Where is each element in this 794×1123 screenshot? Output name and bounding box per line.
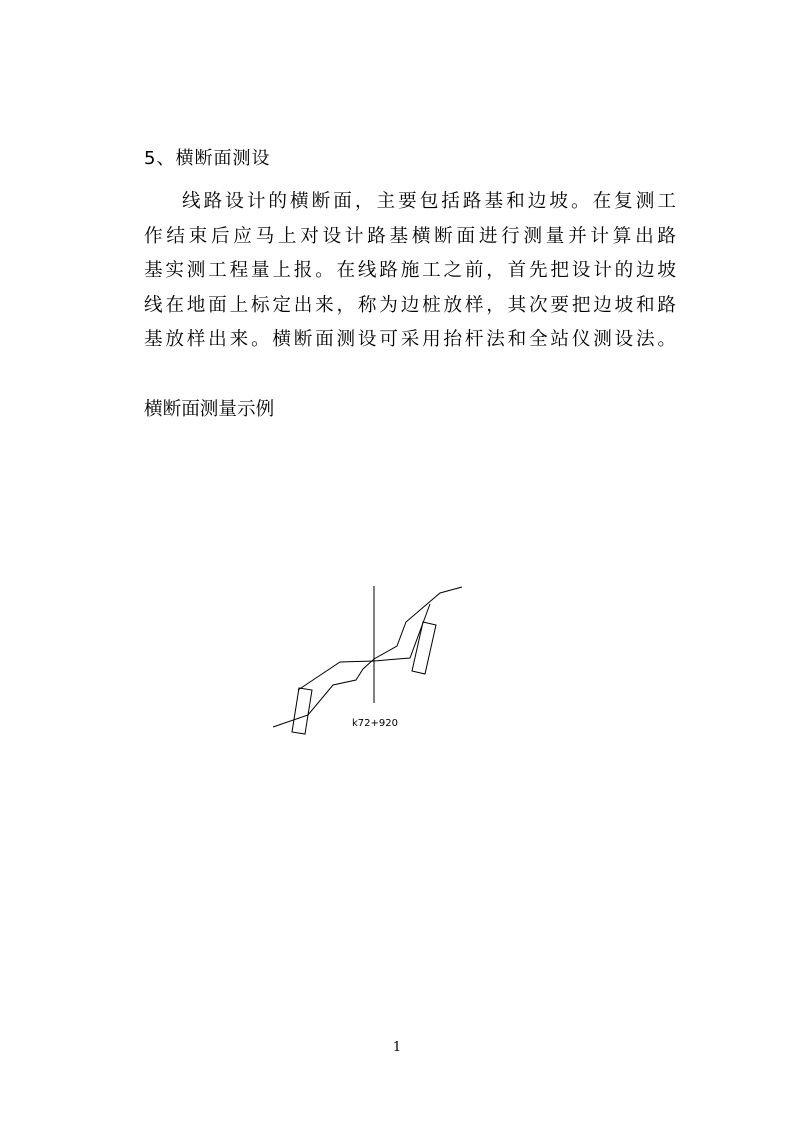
paragraph-line: 线路设计的横断面，主要包括路基和边坡。在复测工: [182, 191, 676, 212]
body-paragraph: [144, 185, 676, 358]
paragraph-line: 基实测工程量上报。在线路施工之前，首先把设计的边坡: [144, 260, 676, 281]
paragraph-line: 作结束后应马上对设计路基横断面进行测量并计算出路: [144, 225, 676, 247]
section-heading: 5、横断面测设: [144, 148, 271, 169]
ground-line: [273, 587, 462, 727]
paragraph-line: 线在地面上标定出来，称为边桩放样，其次要把边坡和路: [144, 294, 676, 316]
station-label: k72+920: [352, 718, 398, 729]
design-profile: [298, 604, 430, 690]
cross-section-drawing: [268, 582, 468, 742]
page-number: 1: [392, 1040, 402, 1055]
left-slope-stake: [292, 688, 312, 734]
figure-caption: 横断面测量示例: [144, 399, 275, 420]
right-slope-stake: [412, 622, 436, 674]
cross-section-figure: [268, 582, 468, 742]
paragraph-line: 基放样出来。横断面测设可采用抬杆法和全站仪测设法。: [144, 329, 676, 350]
